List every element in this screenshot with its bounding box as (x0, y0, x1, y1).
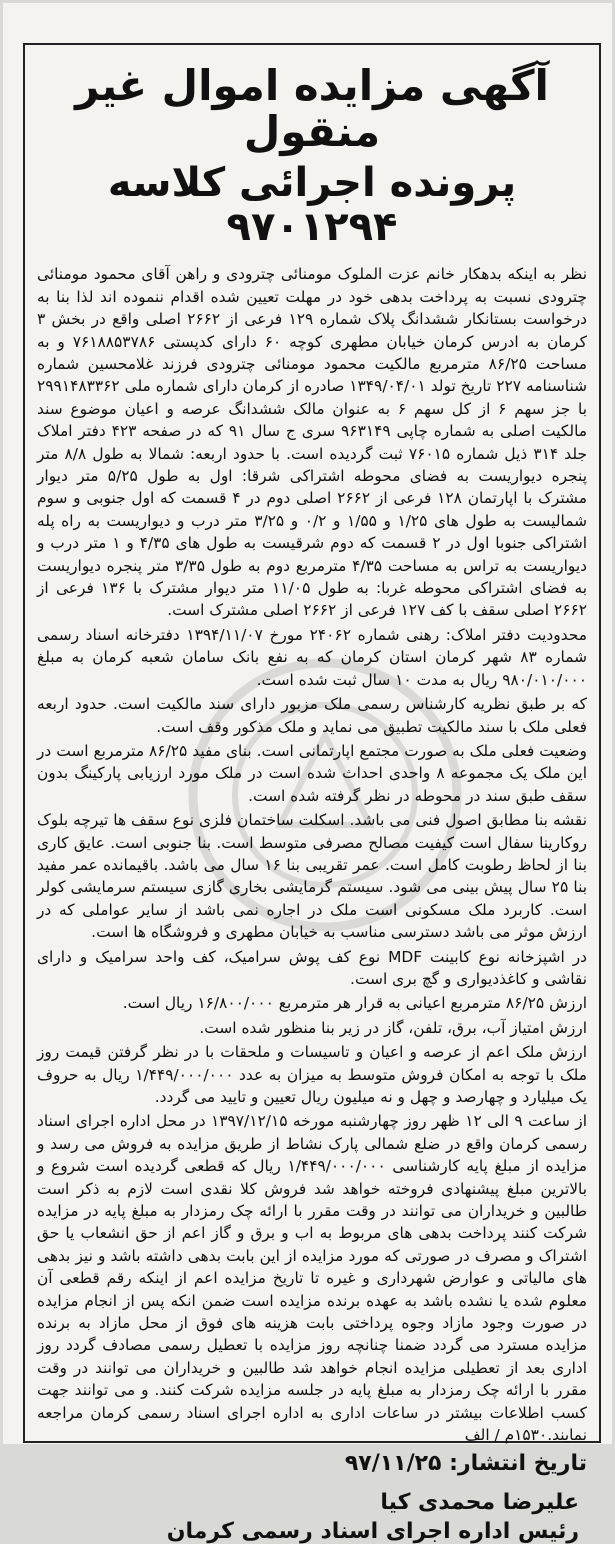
paragraph-unit-value: ارزش ۸۶/۲۵ مترمربع اعیانی به قرار هر مترمربع ۱۶/۸۰۰/۰۰۰ ریال است. (122, 994, 587, 1013)
publication-date: تاریخ انتشار: ۹۷/۱۱/۲۵ (344, 1450, 587, 1476)
paragraph-expert-opinion: که بر طبق نظریه کارشناس رسمی ملک مزبور دارای سند مالکیت است. حدود اربعه فعلی ملک با سند مالکیت تطبیق می نماید و ملک مذکور وقف است. (37, 695, 587, 736)
signer-name: علیرضا محمدی کیا (380, 1489, 579, 1515)
signer-title: رئیس اداره اجرای اسناد رسمی کرمان (166, 1518, 579, 1544)
paragraph-property-description: نظر به اینکه بدهکار خانم عزت الملوک مومنائی چترودی و راهن آقای محمود مومنائی چترودی نسبت به پرداخت بدهی خود در مهلت تعیین شده اقدام ننموده اند لذا بنا به درخواست بستانکار ششدانگ پلاک شماره ۱۲۹ فرعی از ۲۶۶۲ اصلی واقع در بخش ۳ کرمان به ادرس کرمان خیابان مطهری کوچه ۶۰ دارای کدپستی ۷۶۱۸۸۵۳۷۸۶ و به مساحت ۸۶/۲۵ مترمربع مالکیت محمود مومنائی چترودی فرزند غلامحسین شماره شناسنامه ۲۲۷ تاریخ تولد ۱۳۴۹/۰۴/۰۱ صادره از کرمان دارای شماره ملی ۲۹۹۱۴۸۳۳۶۲ با جز سهم ۶ از کل سهم ۶ به عنوان مالک ششدانگ عرصه و اعیان موضوع سند مالکیت اصلی به شماره چاپی ۹۶۳۱۴۹ سری ج سال ۹۱ که در صفحه ۴۲۳ دفتر املاک جلد ۳۱۴ ذیل شماره ۷۶۰۱۵ ثبت گردیده است. با حدود اربعه: شمالا به طول ۸/۸ متر پنجره دیواریست به فضای محوطه اشتراکی شرقا: اول به طول ۵/۲۵ متر دیوار مشترک با اپارتمان ۱۲۸ فرعی از ۲۶۶۲ اصلی دوم در ۴ قسمت که اول جنوبی و سوم شمالیست به طول های ۱/۲۵ و ۱/۵۵ و ۰/۲ و ۳/۲۵ متر درب و دیواریست به راه پله اشتراکی جنوبا اول در ۲ قسمت که دوم شرقیست به طول های ۴/۳۵ و ۱ متر درب و دیواریست به تراس به مساحت ۴/۳۵ مترمربع دوم به طول ۳/۳۵ متر پنجره دیواریست به فضای اشتراکی محوطه غربا: به طول ۱۱/۰۵ متر دیوار مشترک با ۱۳۶ فرعی از ۲۶۶۲ اصلی سقف با کف ۱۲۷ فرعی از ۲۶۶۲ اصلی مشترک است. (37, 265, 588, 620)
paragraph-registry-restriction: محدودیت دفتر املاک: رهنی شماره ۲۴۰۶۲ مورخ ۱۳۹۴/۱۱/۰۷ دفترخانه اسناد رسمی شماره ۸۳ شهر کرمان استان کرمان که به نفع بانک سامان شعبه کرمان به مبلغ ۹۸۰/۰۱۰/۰۰۰ ریال به مدت ۱۰ سال ثبت شده است. (37, 625, 587, 689)
notice-footer (37, 1451, 587, 1544)
case-number-title: پرونده اجرائی کلاسه ۹۷۰۱۲۹۴ (107, 160, 517, 251)
paragraph-auction-terms: از ساعت ۹ الی ۱۲ ظهر روز چهارشنبه مورخه ۱۳۹۷/۱۲/۱۵ در محل اداره اجرای اسناد رسمی کرمان واقع در ضلع شمالی پارک نشاط از طریق مزایده به فروش می رسد و مزایده از مبلغ پایه کارشناسی ۱/۴۴۹/۰۰۰/۰۰۰ ریال که قطعی گردیده است شروع و بالاترین مبلغ پیشنهادی فروخته خواهد شد فروش کلا نقدی است لازم به ذکر است طالبین و خریداران می توانند در وقت مقرر با ارائه چک رمزدار به مبلغ پایه در مزایده شرکت کنند پرداخت بدهی های مربوط به اب و برق و گاز اعم از حق انشعاب یا حق اشتراک و مصرف در صورتی که مورد مزایده از این بابت بدهی داشته باشد و نیز بدهی های مالیاتی و عوارض شهرداری و غیره تا تاریخ مزایده اعم از اینکه رقم قطعی آن معلوم شده یا نشده باشد به عهده برنده مزایده است ضمن انکه پس از انجام مزایده در صورت وجود مازاد وجوه پرداختی بابت هزینه های فوق از محل مازاد به برنده مزایده مسترد می گردد ضمنا چنانچه روز مزایده با تعطیل رسمی مصادف گردد روز اداری بعد از تعطیلی مزایده انجام خواهد شد طالبین و خریداران می توانند در وقت مقرر با ارائه چک رمزدار به مبلغ پایه در جلسه مزایده شرکت کنند. و می توانند جهت کسب اطلاعات بیشتر در ساعات اداری به اداره اجرای اسناد رسمی کرمان مراجعه نمایند.۱۵۳۰م / الف (37, 1112, 587, 1445)
notice-frame (23, 43, 601, 1544)
newspaper-clipping (3, 3, 612, 1544)
paragraph-total-value: ارزش ملک اعم از عرصه و اعیان و تاسیسات و ملحقات با در نظر گرفتن قیمت روز ملک با توجه به امکان فروش متوسط به میزان به عدد ۱/۴۴۹/۰۰۰/۰۰۰ ریال به حروف یک میلیارد و چهارصد و چهل و نه میلیون ریال تعیین و تایید می گردد. (37, 1043, 587, 1106)
paragraph-building-specs: نقشه بنا مطابق اصول فنی می باشد. اسکلت ساختمان فلزی نوع سقف ها تیرچه بلوک روکارینا سفال است کیفیت مصالح مصرفی متوسط است. بنا جنوبی است. عایق کاری بنا از لحاظ رطوبت کامل است. عمر تقریبی بنا ۱۶ سال می باشد. باقیمانده عمر مفید بنا ۲۵ سال پیش بینی می شود. سیستم گرمایشی بخاری گازی سیستم سرمایشی کولر است. کاربرد ملک مسکونی است ملک در اجاره نمی باشد از سایر عواملی که در ارزش موثر می باشد دسترسی مناسب به خیابان مطهری و فروشگاه ها است. (37, 811, 587, 942)
paragraph-current-status: وضعیت فعلی ملک به صورت مجتمع اپارتمانی است. بنای مفید ۸۶/۲۵ مترمربع است در این ملک یک مجموعه ۸ واحدی احداث شده است در ملک مورد ارزیابی پارکینگ بدون سقف طبق سند در محوطه در نظر گرفته شده است. (37, 741, 587, 805)
paragraph-utilities: ارزش امتیاز آب، برق، تلفن، گاز در زیر بنا منظور شده است. (199, 1018, 587, 1037)
notice-title: آگهی مزایده اموال غیر منقول (75, 61, 549, 157)
notice-content (25, 45, 599, 1544)
paragraph-kitchen: در اشپزخانه نوع کابینت MDF نوع کف پوش سرامیک، کف واحد سرامیک و دارای نقاشی و کاغذدیواری و گچ بری است. (37, 947, 587, 988)
notice-body (37, 263, 587, 1446)
